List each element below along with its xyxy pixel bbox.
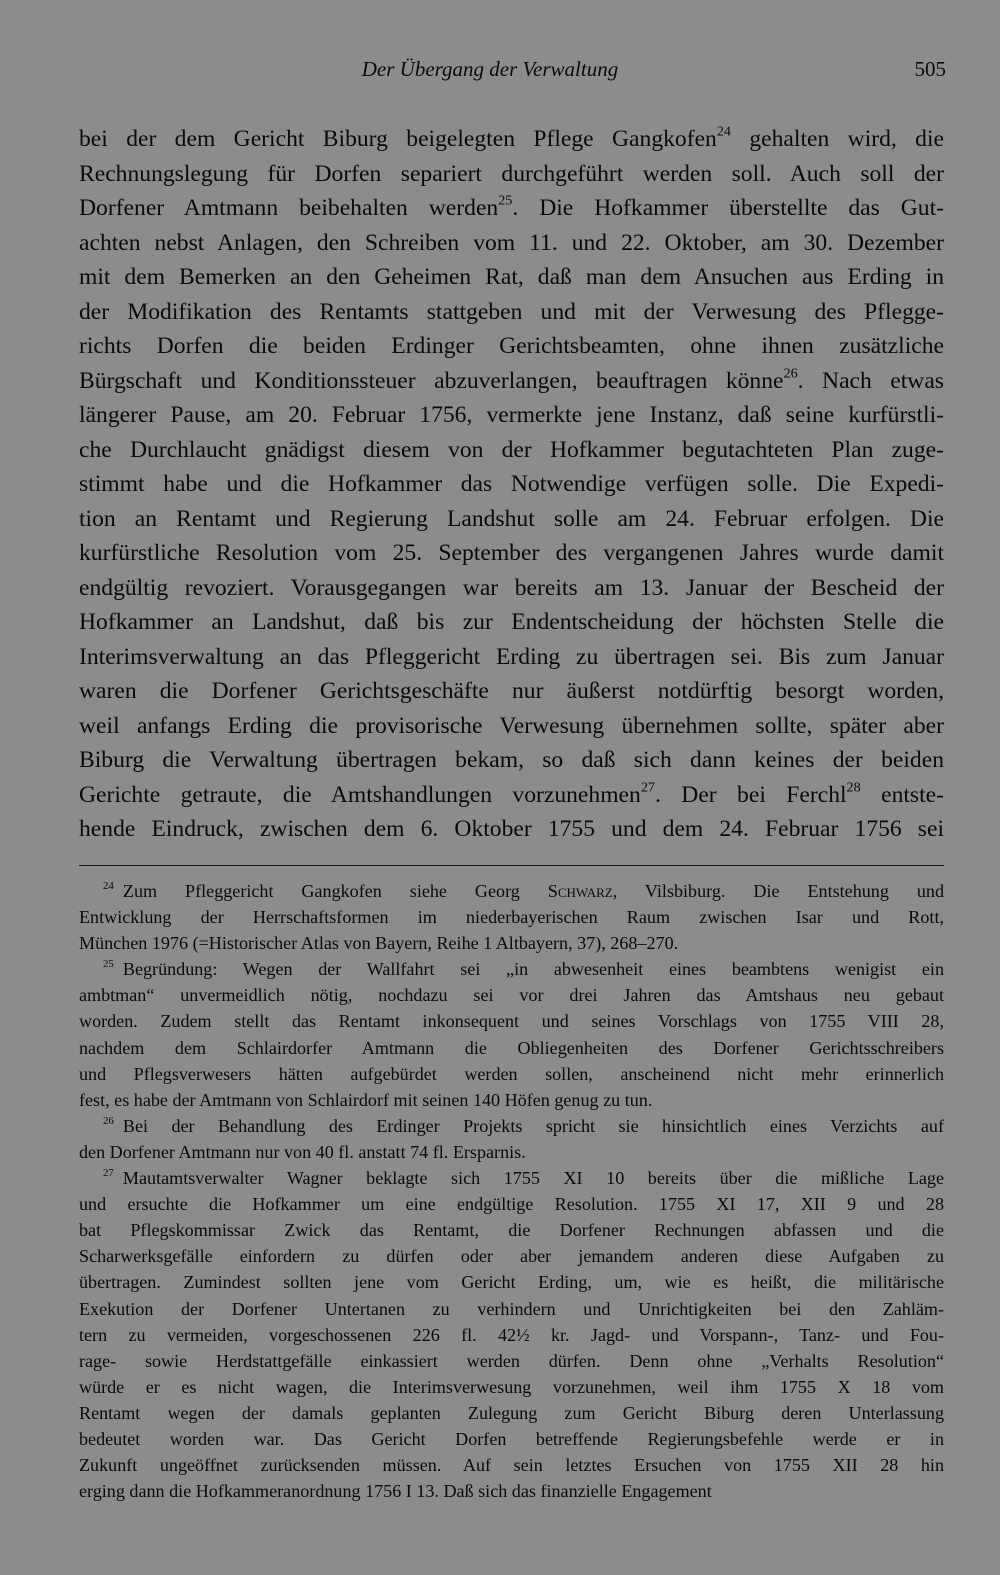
footnote (79, 1165, 944, 1504)
body-line (79, 571, 944, 606)
footnote-text: , Vilsbiburg. Die Entstehung und (612, 881, 944, 901)
body-line (79, 502, 944, 537)
body-text-segment: Biburg die Verwaltung übertragen bekam, so daß sich dann keines der beiden (79, 747, 944, 773)
footnote-marker: 28 (846, 778, 861, 795)
footnote-text: den Dorfener Amtmann nur von 40 fl. anstatt 74 fl. Ersparnis. (79, 1141, 526, 1162)
footnote-marker: 26 (783, 364, 798, 381)
footnote-text: tern zu vermeiden, vorgeschossenen 226 fl. 42½ kr. Jagd- und Vorspann-, Tanz- und Fou- (79, 1324, 944, 1345)
footnote-line (79, 1374, 944, 1400)
body-line (79, 605, 944, 640)
body-text-segment: endgültig revoziert. Vorausgegangen war bereits am 13. Januar der Bescheid der (79, 574, 944, 601)
body-text-segment: längerer Pause, am 20. Februar 1756, vermerkte jene Instanz, daß seine kurfürstli- (79, 402, 944, 428)
footnote (79, 956, 944, 1113)
footnote-text: Exekution der Dorfener Untertanen zu verhindern und Unrichtigkeiten bei den Zahläm- (79, 1298, 944, 1319)
footnote-text: nachdem dem Schlairdorfer Amtmann die Obliegenheiten des Dorfener Gerichtsschreibers (79, 1037, 944, 1058)
footnote-text: und ersuchte die Hofkammer um eine endgültige Resolution. 1755 XI 17, XII 9 und 28 (79, 1194, 944, 1215)
footnote-separator (79, 865, 944, 866)
footnote-text: Scharwerksgefälle einfordern zu dürfen oder aber jemandem anderen diese Aufgaben zu (79, 1246, 944, 1267)
body-text-segment: kurfürstliche Resolution vom 25. September des vergangenen Jahres wurde damit (79, 540, 944, 566)
footnote-number: 27 (103, 1166, 114, 1179)
body-text-segment: hende Eindruck, zwischen dem 6. Oktober 1755 und dem 24. Februar 1756 sei (79, 816, 944, 842)
body-text-segment: Interimsverwaltung an das Pfleggericht Erding zu übertragen sei. Bis zum Januar (79, 643, 944, 670)
footnote-line (79, 1478, 944, 1504)
body-line (79, 674, 944, 709)
body-text-segment: . Der bei Ferchl (654, 781, 847, 808)
footnote-line (79, 1087, 944, 1113)
footnote-text: worden. Zudem stellt das Rentamt inkonsequent und seines Vorschlags von 1755 VIII 28, (79, 1011, 944, 1032)
body-line (79, 640, 944, 675)
body-line (79, 260, 944, 295)
footnote-text: erging dann die Hofkammeranordnung 1756 I 13. Daß sich das finanzielle Engagement (79, 1481, 712, 1502)
body-text-segment: bei der dem Gericht Biburg beigelegten Pflege Gangkofen (79, 126, 717, 152)
footnote-text: Bei der Behandlung des Erdinger Projekts spricht sie hinsichtlich eines Verzichts auf (122, 1115, 944, 1136)
footnote-line (79, 1348, 944, 1374)
body-text-segment: Gerichte getraute, die Amtshandlungen vorzunehmen (79, 781, 641, 808)
body-line (79, 778, 944, 813)
footnote-line (79, 1217, 944, 1243)
footnotes (79, 878, 944, 1504)
footnote-text: Begründung: Wegen der Wallfahrt sei „in abwesenheit eines beambtens wenigist ein (122, 959, 944, 980)
footnote-number: 24 (103, 879, 114, 892)
footnote-line (79, 1113, 944, 1139)
footnote-line (79, 1400, 944, 1426)
author-name: Schwarz (547, 881, 613, 901)
body-line (79, 812, 944, 847)
body-line (79, 191, 944, 226)
footnote-line (79, 1035, 944, 1061)
body-line (79, 467, 944, 502)
body-line (79, 157, 944, 192)
body-text-segment: richts Dorfen die beiden Erdinger Gerichtsbeamten, ohne ihnen zusätzliche (79, 333, 944, 359)
body-line (79, 536, 944, 571)
body-text-segment: Dorfener Amtmann beibehalten werden (79, 195, 499, 221)
footnote (79, 878, 944, 956)
footnote-marker: 27 (640, 778, 655, 795)
footnote-line (79, 956, 944, 982)
body-text-segment: Hofkammer an Landshut, daß bis zur Endentscheidung der höchsten Stelle die (79, 609, 944, 635)
footnote-text: bedeutet worden war. Das Gericht Dorfen betreffende Regierungsbefehle werde er in (79, 1428, 944, 1449)
footnote-text: fest, es habe der Amtmann von Schlairdorf mit seinen 140 Höfen genug zu tun. (79, 1089, 653, 1110)
footnote-number: 25 (103, 958, 114, 971)
footnote-line (79, 1165, 944, 1191)
footnote-text: Zukunft ungeöffnet zurücksenden müssen. Auf sein letztes Ersuchen von 1755 XII 28 hin (79, 1455, 944, 1476)
footnote-text: bat Pflegskommissar Zwick das Rentamt, die Dorfener Rechnungen abfassen und die (79, 1220, 944, 1241)
footnote-text: übertragen. Zumindest sollten jene vom Gericht Erding, um, wie es heißt, die militärische (79, 1272, 944, 1293)
footnote-text: Entwicklung der Herrschaftsformen im niederbayerischen Raum zwischen Isar und Rott, (79, 907, 944, 928)
body-line (79, 122, 944, 157)
body-text-segment: stimmt habe und die Hofkammer das Notwendige verfügen solle. Die Expedi- (79, 471, 944, 497)
footnote-text: Rentamt wegen der damals geplanten Zulegung zum Gericht Biburg deren Unterlassung (79, 1402, 944, 1423)
footnote-text: ambtman“ unvermeidlich nötig, nochdazu sei vor drei Jahren das Amtshaus neu gebaut (79, 985, 944, 1006)
body-line (79, 364, 944, 399)
footnote-text: Zum Pfleggericht Gangkofen siehe Georg (122, 881, 548, 901)
page-number: 505 (914, 57, 946, 81)
footnote-line (79, 1191, 944, 1217)
body-text-segment: Rechnungslegung für Dorfen separiert durchgeführt werden soll. Auch soll der (79, 160, 944, 187)
footnote-text: würde er es nicht wagen, die Interimsverwesung vorzunehmen, weil ihm 1755 X 18 vom (79, 1376, 944, 1397)
footnote-line (79, 1269, 944, 1295)
footnote-line (79, 1008, 944, 1034)
footnote-line (79, 1243, 944, 1269)
body-text-segment: weil anfangs Erding die provisorische Verwesung übernehmen sollte, später aber (79, 712, 944, 739)
body-text-segment: tion an Rentamt und Regierung Landshut solle am 24. Februar erfolgen. Die (79, 505, 944, 532)
body-text-segment: der Modifikation des Rentamts stattgeben und mit der Verwesung des Pflegge- (79, 298, 944, 325)
footnote-text: rage- sowie Herdstattgefälle einkassiert werden dürfen. Denn ohne „Verhalts Resolution“ (79, 1350, 944, 1371)
body-line (79, 743, 944, 778)
footnote-line (79, 982, 944, 1008)
body-text-segment: waren die Dorfener Gerichtsgeschäfte nur äußerst notdürftig besorgt worden, (79, 678, 944, 704)
body-line (79, 329, 944, 364)
footnote-text: und Pflegsverwesers hätten aufgebürdet werden sollen, anscheinend nicht mehr erinnerlich (79, 1063, 944, 1084)
body-text-segment: achten nebst Anlagen, den Schreiben vom 11. und 22. Oktober, am 30. Dezember (79, 229, 944, 256)
footnote-line (79, 1139, 944, 1165)
body-line (79, 398, 944, 433)
body-text-segment: gehalten wird, die (731, 126, 944, 152)
footnote-line (79, 878, 944, 904)
body-line (79, 295, 944, 330)
footnote-line (79, 1061, 944, 1087)
body-text-segment: Bürgschaft und Konditionssteuer abzuverlangen, beauftragen könne (79, 367, 784, 394)
body-text-segment: . Die Hofkammer überstellte das Gut- (512, 195, 945, 221)
body-line (79, 226, 944, 261)
footnote-line (79, 1426, 944, 1452)
body-text-segment: . Nach etwas (797, 367, 944, 394)
footnote-line (79, 904, 944, 930)
body-text-segment: che Durchlaucht gnädigst diesem von der Hofkammer begutachteten Plan zuge- (79, 436, 944, 463)
footnote-line (79, 1296, 944, 1322)
running-title: Der Übergang der Verwaltung (361, 57, 619, 81)
footnote-number: 26 (103, 1114, 114, 1127)
footnote-text: München 1976 (=Historischer Atlas von Bayern, Reihe 1 Altbayern, 37), 268–270. (79, 933, 679, 954)
body-text-segment: mit dem Bemerken an den Geheimen Rat, daß man dem Ansuchen aus Erding in (79, 264, 944, 290)
footnote-line (79, 1322, 944, 1348)
footnote-line (79, 930, 944, 956)
body-text-segment: entste- (860, 781, 944, 808)
body-text (79, 122, 944, 847)
body-line (79, 433, 944, 468)
footnote-marker: 25 (498, 192, 513, 209)
footnote-marker: 24 (716, 123, 731, 140)
footnote (79, 1113, 944, 1165)
footnote-line (79, 1452, 944, 1478)
body-line (79, 709, 944, 744)
footnote-text: Mautamtsverwalter Wagner beklagte sich 1755 XI 10 bereits über die mißliche Lage (122, 1168, 944, 1189)
